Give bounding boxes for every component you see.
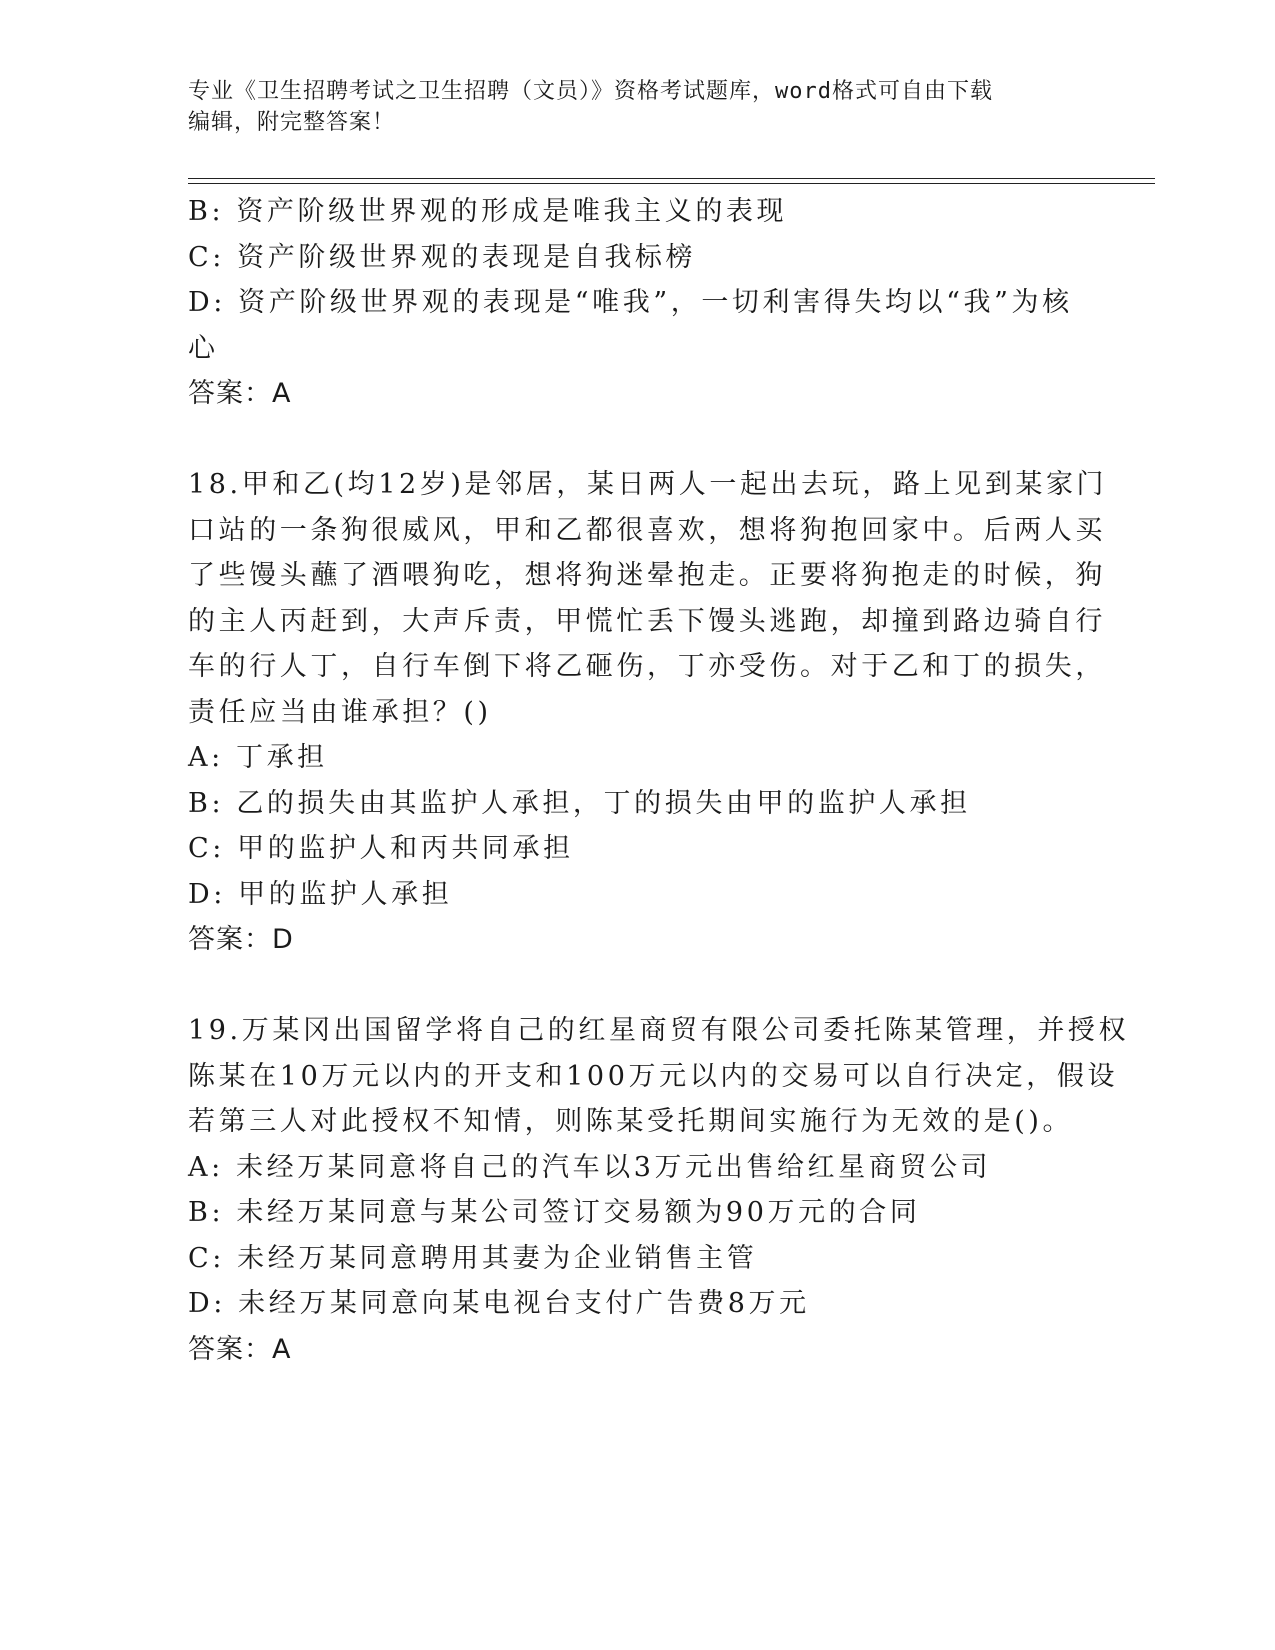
option-b: B: 乙的损失由其监护人承担，丁的损失由甲的监护人承担: [188, 787, 971, 819]
question-stem-line: 陈某在10万元以内的开支和100万元以内的交易可以自行决定，假设: [188, 1060, 1119, 1092]
question-17-tail: [188, 189, 1088, 417]
question-content: [188, 189, 1130, 1372]
option-b: B: 资产阶级世界观的形成是唯我主义的表现: [188, 196, 788, 227]
question-stem-line: 车的行人丁，自行车倒下将乙砸伤，丁亦受伤。对于乙和丁的损失，: [188, 651, 1106, 682]
question-stem-line: 了些馒头蘸了酒喂狗吃，想将狗迷晕抱走。正要将狗抱走的时候，狗: [188, 560, 1106, 591]
question-stem-line: 19.万某冈出国留学将自己的红星商贸有限公司委托陈某管理，并授权: [188, 1015, 1130, 1046]
option-c: C: 资产阶级世界观的表现是自我标榜: [188, 241, 697, 273]
option-d: D: 甲的监护人承担: [188, 878, 453, 910]
option-a: A: 未经万某同意将自己的汽车以3万元出售给红星商贸公司: [188, 1151, 992, 1183]
question-spacer: [188, 417, 1088, 463]
header-divider-top: [188, 178, 1155, 179]
header-line-2: 编辑，附完整答案！: [188, 110, 396, 135]
question-18: [188, 462, 1108, 963]
answer-line: 答案：A: [188, 378, 292, 409]
answer-line: 答案：A: [188, 1333, 292, 1365]
option-c: C: 甲的监护人和丙共同承担: [188, 833, 574, 864]
question-stem-line: 的主人丙赶到，大声斥责，甲慌忙丢下馒头逃跑，却撞到路边骑自行: [188, 605, 1106, 637]
header-line-1: 专业《卫生招聘考试之卫生招聘（文员）》资格考试题库，word格式可自由下载: [188, 79, 993, 104]
question-19: [188, 1008, 1130, 1372]
question-stem-line: 18.甲和乙(均12岁)是邻居，某日两人一起出去玩，路上见到某家门: [188, 469, 1108, 500]
answer-line: 答案：D: [188, 924, 294, 955]
header-divider-bottom: [188, 183, 1155, 184]
question-stem-line: 若第三人对此授权不知情，则陈某受托期间实施行为无效的是()。: [188, 1106, 1074, 1137]
option-d: D: 资产阶级世界观的表现是“唯我”，一切利害得失均以“我”为核: [188, 287, 1073, 318]
question-stem-line: 口站的一条狗很威风，甲和乙都很喜欢，想将狗抱回家中。后两人买: [188, 514, 1106, 546]
option-d-continuation: 心: [188, 332, 219, 364]
question-spacer: [188, 963, 1088, 1009]
question-stem-line: 责任应当由谁承担？(): [188, 696, 492, 728]
option-d: D: 未经万某同意向某电视台支付广告费8万元: [188, 1288, 810, 1319]
document-header: [188, 76, 1088, 138]
option-c: C: 未经万某同意聘用其妻为企业销售主管: [188, 1242, 758, 1274]
option-a: A: 丁承担: [188, 742, 328, 773]
option-b: B: 未经万某同意与某公司签订交易额为90万元的合同: [188, 1197, 921, 1228]
